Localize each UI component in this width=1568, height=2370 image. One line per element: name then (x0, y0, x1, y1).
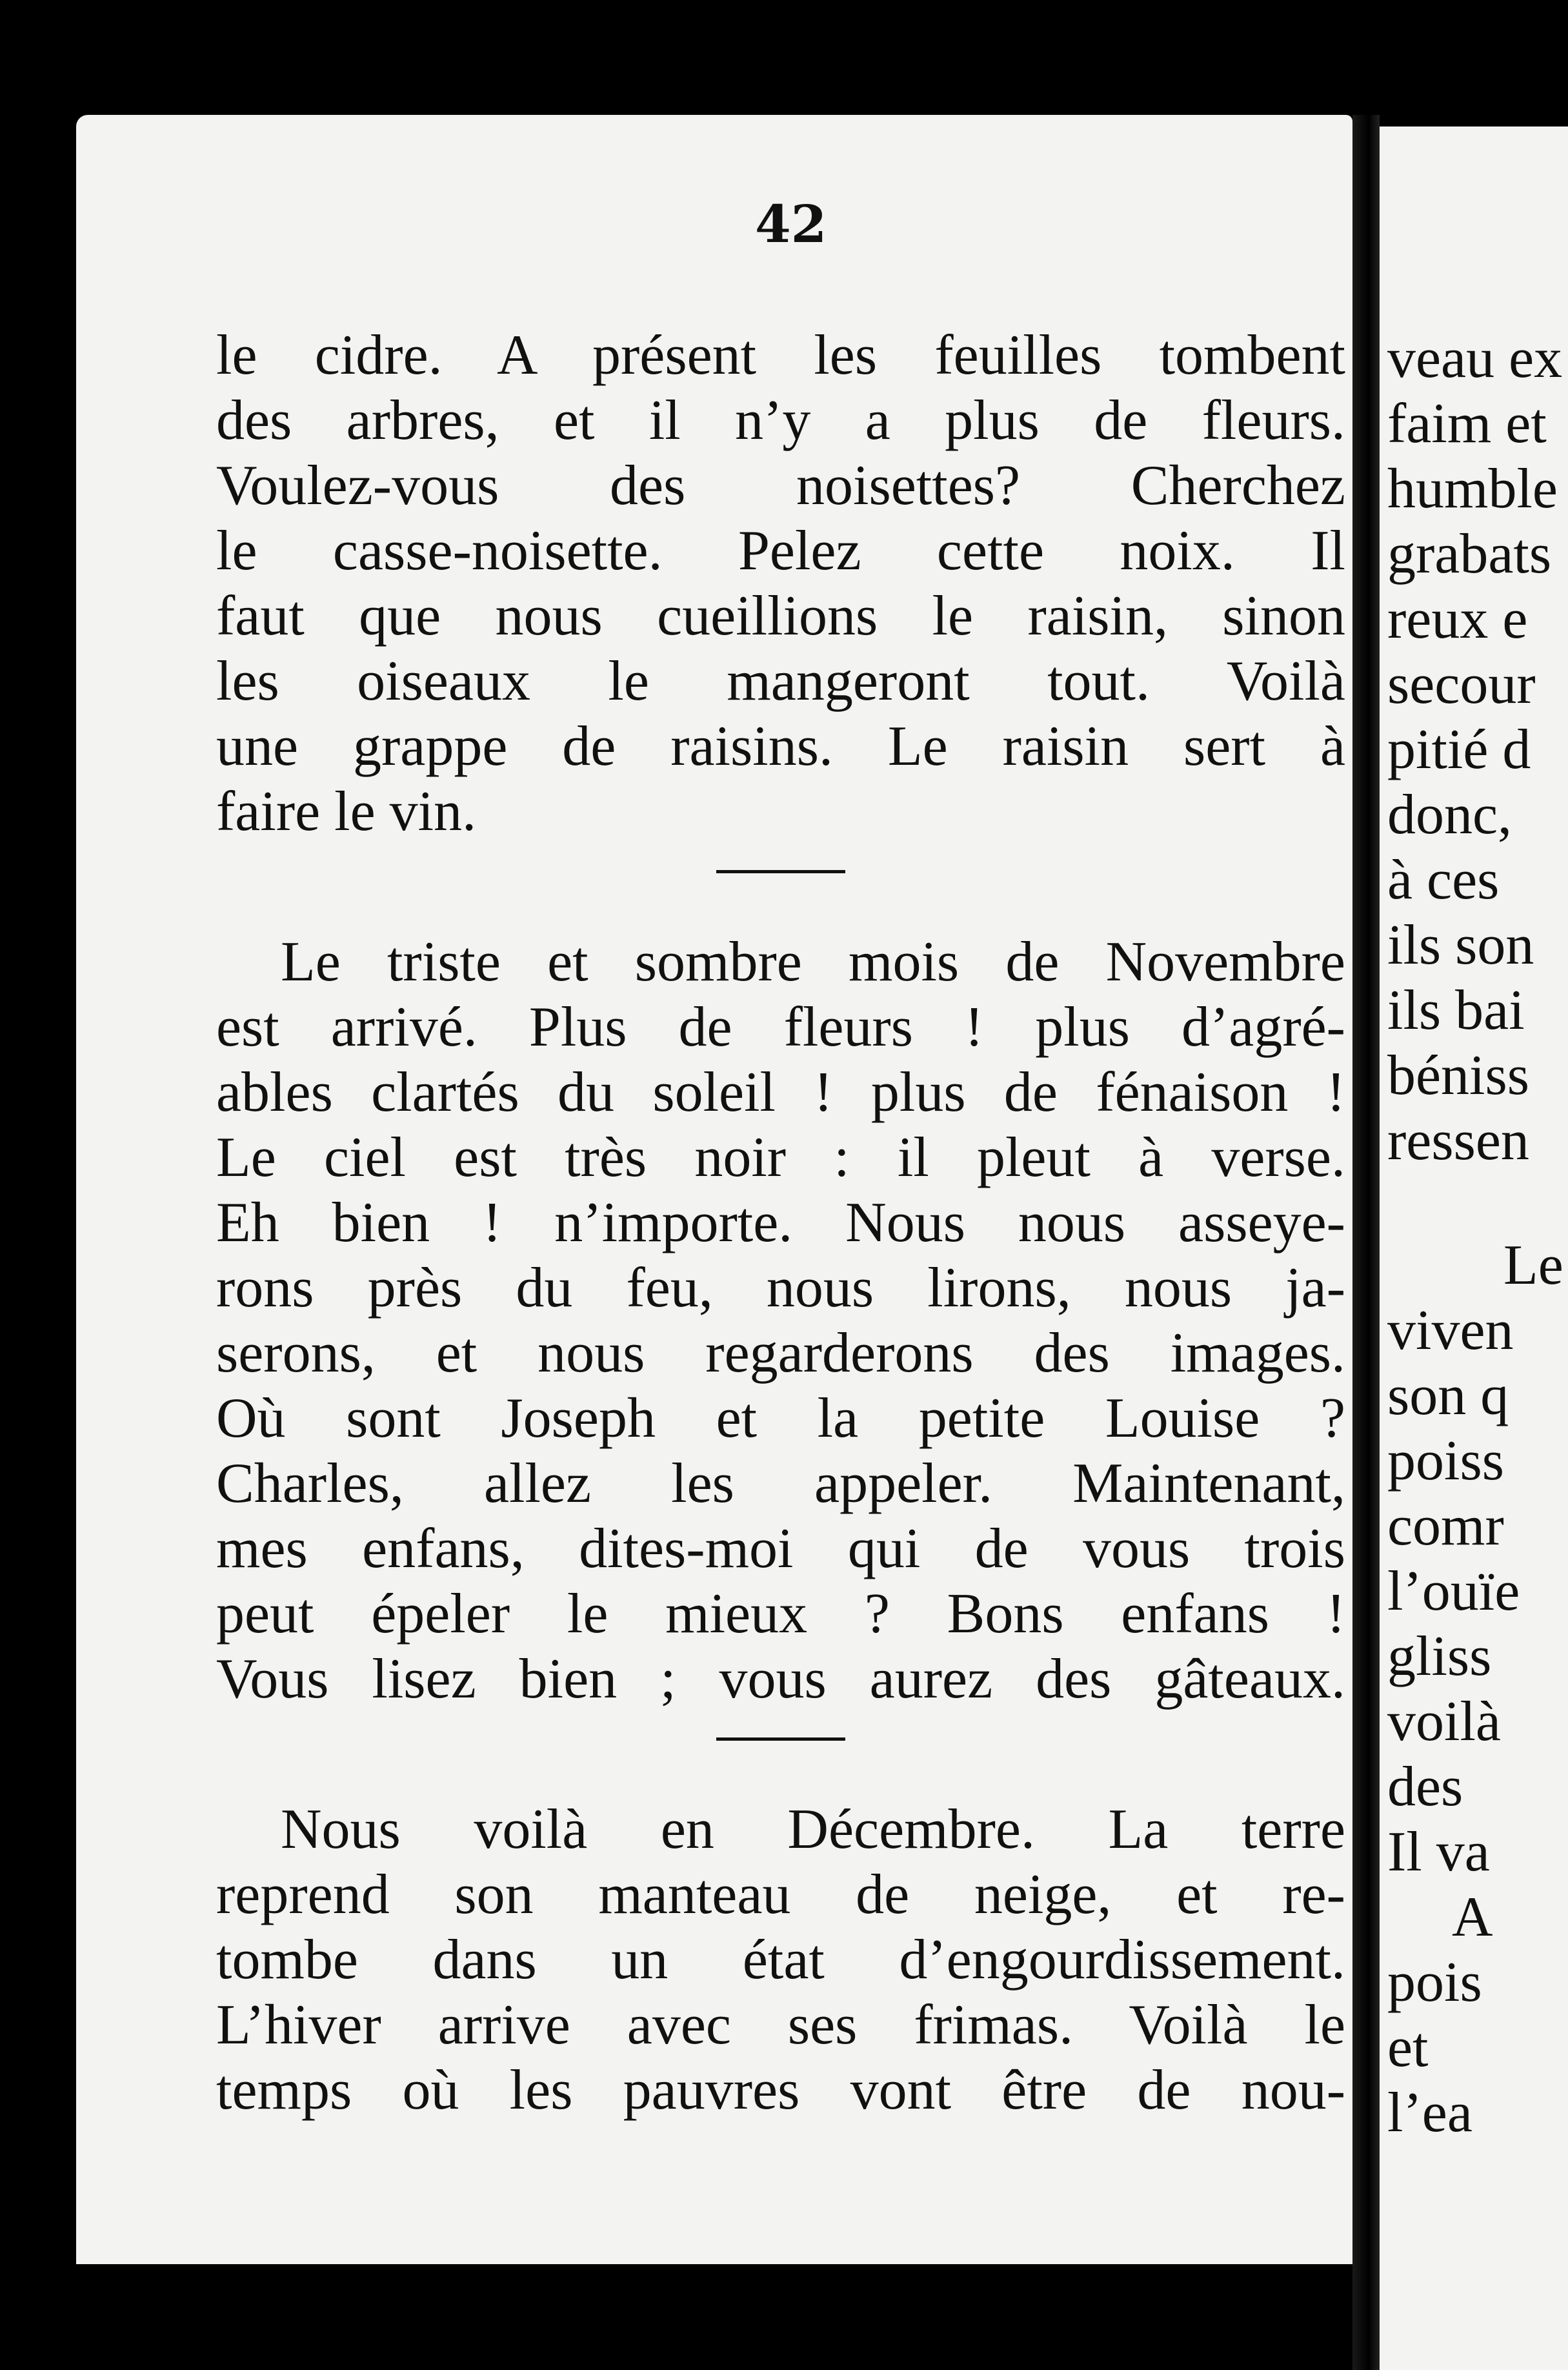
text-line: Eh bien ! n’importe. Nous nous asseye- (216, 1191, 1345, 1254)
text-line: et (1387, 2016, 1429, 2079)
text-line: ils bai (1387, 979, 1525, 1042)
text-line: tombe dans un état d’engourdissement. (216, 1929, 1345, 1991)
paragraph-2 (216, 929, 1345, 1712)
text-line: faire le vin. (216, 780, 477, 843)
paragraph-3 (216, 1797, 1345, 2123)
text-line: ables clartés du soleil ! plus de fénaison ! (216, 1061, 1345, 1124)
text-line: viven (1387, 1299, 1514, 1362)
text-line: des arbres, et il n’y a plus de fleurs. (216, 389, 1345, 452)
text-line: le cidre. A présent les feuilles tombent (216, 324, 1345, 387)
text-line: peut épeler le mieux ? Bons enfans ! (216, 1583, 1345, 1645)
text-line: pois (1387, 1951, 1482, 2014)
text-line: Charles, allez les appeler. Maintenant, (216, 1452, 1345, 1515)
text-line: faut que nous cueillions le raisin, sinon (216, 585, 1345, 647)
text-line: temps où les pauvres vont être de nou- (216, 2059, 1345, 2122)
text-line: ressen (1387, 1109, 1529, 1172)
text-line: voilà (1387, 1690, 1501, 1753)
text-line: mes enfans, dites-moi qui de vous trois (216, 1517, 1345, 1580)
text-line: Vous lisez bien ; vous aurez des gâteaux. (216, 1648, 1345, 1710)
text-line: Le triste et sombre mois de Novembre (281, 931, 1345, 993)
book-gutter (1352, 115, 1380, 2370)
text-line: veau ex (1387, 327, 1563, 390)
text-line: serons, et nous regarderons des images. (216, 1322, 1345, 1384)
text-line: humble (1387, 458, 1558, 520)
text-line: Nous voilà en Décembre. La terre (281, 1798, 1345, 1861)
text-line: pitié d (1387, 718, 1531, 781)
page-number: 42 (755, 194, 827, 254)
text-line: A (1452, 1886, 1493, 1949)
text-line: grabats (1387, 523, 1552, 585)
text-line: rons près du feu, nous lirons, nous ja- (216, 1257, 1345, 1319)
text-line: Voulez-vous des noisettes? Cherchez (216, 454, 1345, 517)
text-line: des (1387, 1756, 1463, 1818)
text-line: gliss (1387, 1625, 1492, 1688)
section-divider (716, 1737, 845, 1741)
text-line: comr (1387, 1495, 1504, 1557)
paragraph-1 (216, 323, 1345, 844)
text-line: Le (1503, 1234, 1563, 1297)
left-page-text (216, 323, 1345, 2123)
text-line: donc, (1387, 784, 1513, 846)
text-line: faim et (1387, 392, 1547, 455)
text-line: reprend son manteau de neige, et re- (216, 1863, 1345, 1926)
text-line: Le ciel est très noir : il pleut à verse. (216, 1126, 1345, 1189)
text-line: secour (1387, 653, 1536, 716)
text-line: le casse-noisette. Pelez cette noix. Il (216, 520, 1345, 582)
text-line: son q (1387, 1364, 1509, 1427)
text-line: les oiseaux le mangeront tout. Voilà (216, 650, 1345, 713)
text-line: l’ea (1387, 2081, 1473, 2144)
right-block-1 (1387, 326, 1563, 1173)
text-line: est arrivé. Plus de fleurs ! plus d’agré- (216, 996, 1345, 1058)
text-line: poiss (1387, 1430, 1504, 1492)
text-line: l’ouïe (1387, 1560, 1520, 1623)
text-line: reux e (1387, 588, 1528, 651)
text-line: ils son (1387, 914, 1534, 977)
text-line: Il va (1387, 1821, 1490, 1883)
text-line: Où sont Joseph et la petite Louise ? (216, 1387, 1345, 1450)
right-page-text (1387, 326, 1563, 2145)
right-block-2 (1387, 1233, 1563, 2145)
text-line: une grappe de raisins. Le raisin sert à (216, 715, 1345, 778)
text-line: L’hiver arrive avec ses frimas. Voilà le (216, 1994, 1345, 2056)
text-line: à ces (1387, 849, 1500, 911)
section-divider (716, 870, 845, 873)
text-line: béniss (1387, 1044, 1529, 1107)
